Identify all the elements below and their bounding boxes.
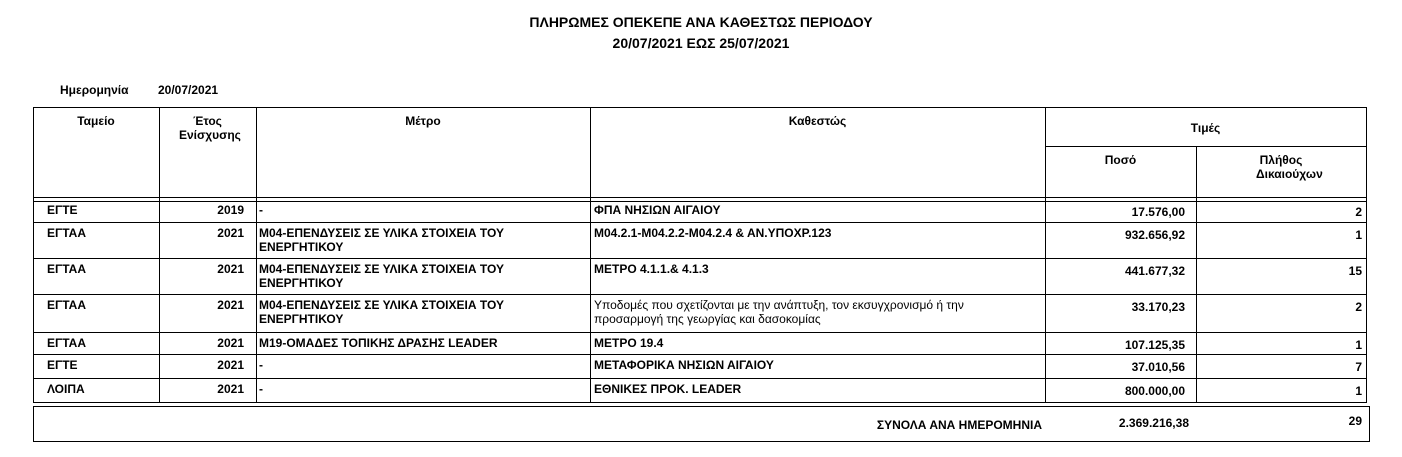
table-cell-count: 1 (1355, 338, 1362, 352)
table-cell-scheme: Υποδομές που σχετίζονται με την ανάπτυξη, τον εκσυγχρονισμό ή την προσαρμογή της γεωργίας και δασοκομίας (594, 298, 964, 326)
table-cell-year: 2021 (217, 336, 244, 350)
header-values: Τιμές (1190, 121, 1221, 135)
header-scheme: Καθεστώς (788, 114, 847, 128)
table-cell-scheme: ΜΕΤΡΟ 4.1.1.& 4.1.3 (594, 262, 709, 276)
header-bottom-rule (33, 201, 1367, 202)
date-value: 20/07/2021 (158, 83, 219, 97)
table-cell-measure: M04-ΕΠΕΝΔΥΣΕΙΣ ΣΕ ΥΛΙΚΑ ΣΤΟΙΧΕΙΑ ΤΟΥ ΕΝΕΡΓΗΤΙΚΟΥ (259, 226, 504, 254)
table-cell-scheme: ΜΕΤΡΟ 19.4 (594, 336, 664, 350)
table-cell-year: 2021 (217, 382, 244, 396)
table-cell-count: 15 (1348, 264, 1362, 278)
row-divider (33, 402, 1367, 403)
table-cell-measure: M19-ΟΜΑΔΕΣ ΤΟΠΙΚΗΣ ΔΡΑΣΗΣ LEADER (259, 336, 498, 350)
table-cell-fund: ΕΓΤΑΑ (47, 226, 86, 240)
row-divider (33, 294, 1367, 295)
table-cell-year: 2021 (217, 226, 244, 240)
column-divider (590, 107, 591, 403)
table-border-top (33, 107, 1367, 108)
table-cell-amount: 932.656,92 (1124, 228, 1185, 242)
table-cell-measure: M04-ΕΠΕΝΔΥΣΕΙΣ ΣΕ ΥΛΙΚΑ ΣΤΟΙΧΕΙΑ ΤΟΥ ΕΝΕΡΓΗΤΙΚΟΥ (259, 262, 504, 290)
table-cell-amount: 107.125,35 (1124, 338, 1185, 352)
table-cell-count: 2 (1355, 300, 1362, 314)
table-cell-fund: ΕΓΤΑΑ (47, 262, 86, 276)
table-cell-year: 2021 (217, 358, 244, 372)
table-cell-measure: - (259, 358, 263, 372)
totals-box (33, 406, 1370, 442)
table-cell-scheme: ΕΘΝΙΚΕΣ ΠΡΟΚ. LEADER (594, 382, 742, 396)
table-cell-fund: ΛΟΙΠΑ (47, 382, 85, 396)
column-divider (1366, 107, 1367, 403)
report-title: ΠΛΗΡΩΜΕΣ ΟΠΕΚΕΠΕ ΑΝΑ ΚΑΘΕΣΤΩΣ ΠΕΡΙΟΔΟΥ (529, 14, 873, 30)
table-cell-count: 7 (1355, 360, 1362, 374)
row-divider (33, 222, 1367, 223)
row-divider (33, 332, 1367, 333)
row-divider (33, 378, 1367, 379)
totals-label: ΣΥΝΟΛΑ ΑΝΑ ΗΜΕΡΟΜΗΝΙΑ (876, 418, 1042, 432)
table-cell-count: 1 (1355, 228, 1362, 242)
table-cell-count: 2 (1355, 205, 1362, 219)
table-cell-amount: 37.010,56 (1131, 360, 1185, 374)
report-period: 20/07/2021 ΕΩΣ 25/07/2021 (612, 35, 790, 51)
table-cell-year: 2021 (217, 262, 244, 276)
column-divider (256, 107, 257, 403)
table-cell-fund: ΕΓΤΑΑ (47, 298, 86, 312)
table-cell-measure: M04-ΕΠΕΝΔΥΣΕΙΣ ΣΕ ΥΛΙΚΑ ΣΤΟΙΧΕΙΑ ΤΟΥ ΕΝΕΡΓΗΤΙΚΟΥ (259, 298, 504, 326)
column-divider (1045, 107, 1046, 403)
table-cell-scheme: ΜΕΤΑΦΟΡΙΚΑ ΝΗΣΙΩΝ ΑΙΓΑΙΟΥ (594, 358, 774, 372)
date-label: Ημερομηνία (60, 83, 129, 97)
totals-count: 29 (1348, 414, 1362, 428)
table-cell-amount: 33.170,23 (1131, 300, 1185, 314)
table-cell-amount: 17.576,00 (1131, 205, 1185, 219)
table-cell-measure: - (259, 382, 263, 396)
header-measure: Μέτρο (405, 114, 441, 128)
table-cell-year: 2019 (217, 203, 244, 217)
table-cell-amount: 800.000,00 (1124, 384, 1185, 398)
row-divider (33, 197, 1367, 198)
table-cell-amount: 441.677,32 (1124, 264, 1185, 278)
column-divider (33, 107, 34, 403)
header-amount: Ποσό (1104, 153, 1137, 167)
header-beneficiaries: Πλήθος Δικαιούχων (1256, 153, 1323, 181)
table-cell-count: 1 (1355, 384, 1362, 398)
table-cell-fund: ΕΓΤΕ (47, 358, 78, 372)
table-cell-scheme: Μ04.2.1-Μ04.2.2-Μ04.2.4 & ΑΝ.ΥΠΟΧΡ.123 (594, 226, 832, 240)
header-divider (1045, 146, 1367, 147)
header-fund: Ταμείο (77, 114, 115, 128)
totals-amount: 2.369.216,38 (1118, 416, 1189, 430)
row-divider (33, 354, 1367, 355)
table-cell-year: 2021 (217, 298, 244, 312)
table-cell-fund: ΕΓΤΑΑ (47, 336, 86, 350)
table-cell-fund: ΕΓΤΕ (47, 203, 78, 217)
table-cell-scheme: ΦΠΑ ΝΗΣΙΩΝ ΑΙΓΑΙΟΥ (594, 203, 721, 217)
header-year: Έτος Ενίσχυσης (179, 114, 241, 142)
row-divider (33, 258, 1367, 259)
table-cell-measure: - (259, 203, 263, 217)
